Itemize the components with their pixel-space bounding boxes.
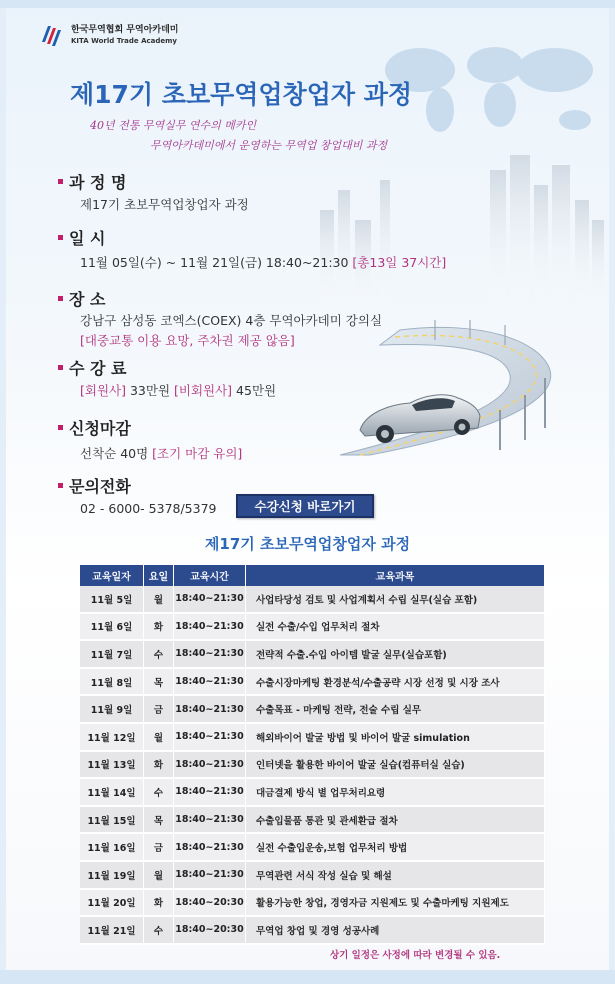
schedule-table [80, 565, 545, 945]
bullet-icon [58, 483, 63, 488]
cell-time: 18:40~21:30 [174, 669, 246, 697]
contact-label: 문의전화 [69, 477, 131, 496]
cell-date: 11월 5일 [80, 586, 144, 614]
venue-label: 장 소 [69, 290, 106, 309]
tagline-line-1: 40년 전통 무역실무 연수의 메카인 [90, 119, 257, 132]
cell-time: 18:40~21:30 [174, 696, 246, 724]
schedule-table-title: 제17기 초보무역업창업자 과정 [204, 535, 411, 553]
deadline-note: [조기 마감 유의] [152, 446, 243, 461]
cell-subject: 전략적 수출.수입 아이템 발굴 실무(실습포함) [246, 641, 545, 669]
apply-button[interactable]: 수강신청 바로가기 [236, 494, 374, 518]
tagline-line-2: 무역아카데미에서 운영하는 무역업 창업대비 과정 [150, 139, 388, 152]
cell-date: 11월 19일 [80, 862, 144, 890]
bullet-icon [58, 235, 63, 240]
cell-day: 월 [144, 862, 174, 890]
cell-subject: 수출입물품 통관 및 관세환급 절차 [246, 807, 545, 835]
cell-date: 11월 20일 [80, 890, 144, 918]
schedule-dates: 11월 05일(수) ~ 11월 21일(금) 18:40~21:30 [80, 255, 353, 270]
table-row [80, 586, 545, 614]
table-row [80, 807, 545, 835]
course-name-label: 과 정 명 [69, 173, 127, 192]
highway-car-graphic [340, 260, 590, 460]
col-header-time: 교육시간 [174, 565, 246, 586]
deadline-value [80, 444, 242, 462]
bullet-icon [58, 179, 63, 184]
cell-time: 18:40~21:30 [174, 641, 246, 669]
cell-day: 화 [144, 752, 174, 780]
cell-time: 18:40~21:30 [174, 779, 246, 807]
col-header-subject: 교육과목 [246, 565, 545, 586]
nonmember-fee: 45만원 [232, 383, 277, 398]
table-header-row [80, 565, 545, 586]
col-header-day: 요일 [144, 565, 174, 586]
schedule-footnote: 상기 일정은 사정에 따라 변경될 수 있음. [330, 950, 501, 961]
cell-subject: 수출시장마케팅 환경분석/수출공략 시장 선정 및 시장 조사 [246, 669, 545, 697]
cell-time: 18:40~21:30 [174, 862, 246, 890]
cell-time: 18:40~21:30 [174, 752, 246, 780]
table-row [80, 917, 545, 945]
schedule-label: 일 시 [69, 229, 106, 248]
nonmember-tag: [비회원사] [174, 383, 233, 398]
bullet-icon [58, 296, 63, 301]
cell-time: 18:40~21:30 [174, 586, 246, 614]
member-tag: [회원사] [80, 383, 126, 398]
table-row [80, 890, 545, 918]
cell-time: 18:40~21:30 [174, 614, 246, 642]
table-row [80, 724, 545, 752]
bullet-icon [58, 425, 63, 430]
cell-subject: 대금결제 방식 별 업무처리요령 [246, 779, 545, 807]
cell-time: 18:40~20:30 [174, 917, 246, 945]
bullet-icon [58, 365, 63, 370]
cell-time: 18:40~20:30 [174, 890, 246, 918]
cell-subject: 해외바이어 발굴 방법 및 바이어 발굴 simulation [246, 724, 545, 752]
bottom-border [0, 970, 615, 984]
cell-date: 11월 7일 [80, 641, 144, 669]
fee-value [80, 381, 276, 399]
cell-date: 11월 9일 [80, 696, 144, 724]
table-row [80, 641, 545, 669]
deadline-label: 신청마감 [69, 419, 131, 438]
schedule-value [80, 253, 446, 271]
cell-subject: 수출목표 - 마케팅 전략, 전술 수립 실무 [246, 696, 545, 724]
kita-logo[interactable] [40, 22, 178, 48]
course-name-heading [58, 170, 127, 193]
cell-time: 18:40~21:30 [174, 724, 246, 752]
cell-day: 수 [144, 641, 174, 669]
cell-day: 금 [144, 696, 174, 724]
cell-date: 11월 14일 [80, 779, 144, 807]
course-name-value: 제17기 초보무역업창업자 과정 [80, 197, 249, 212]
member-fee: 33만원 [125, 383, 174, 398]
cell-subject: 인터넷을 활용한 바이어 발굴 실습(컴퓨터실 실습) [246, 752, 545, 780]
cell-subject: 활용가능한 창업, 경영자금 지원제도 및 수출마케팅 지원제도 [246, 890, 545, 918]
venue-note: [대중교통 이용 요망, 주차권 제공 않음] [80, 333, 295, 348]
cell-day: 수 [144, 779, 174, 807]
logo-name-en: KITA World Trade Academy [71, 36, 177, 45]
world-map-graphic [380, 30, 600, 140]
table-row [80, 834, 545, 862]
cell-subject: 실전 수출입운송,보험 업무처리 방법 [246, 834, 545, 862]
cell-subject: 무역업 창업 및 경영 성공사례 [246, 917, 545, 945]
cell-day: 월 [144, 586, 174, 614]
cell-day: 목 [144, 807, 174, 835]
cell-day: 금 [144, 834, 174, 862]
cell-date: 11월 15일 [80, 807, 144, 835]
venue-heading [58, 287, 105, 310]
kita-logo-icon [40, 22, 66, 48]
table-row [80, 696, 545, 724]
schedule-heading [58, 226, 105, 249]
cell-date: 11월 6일 [80, 614, 144, 642]
cell-date: 11월 12일 [80, 724, 144, 752]
cell-day: 수 [144, 917, 174, 945]
table-row [80, 779, 545, 807]
cell-date: 11월 16일 [80, 834, 144, 862]
cell-subject: 사업타당성 검토 및 사업계획서 수립 실무(실습 포함) [246, 586, 545, 614]
cell-date: 11월 13일 [80, 752, 144, 780]
table-row [80, 862, 545, 890]
cell-day: 목 [144, 669, 174, 697]
cell-subject: 무역관련 서식 작성 실습 및 해설 [246, 862, 545, 890]
fee-label: 수 강 료 [69, 359, 127, 378]
table-row [80, 614, 545, 642]
cell-subject: 실전 수출/수입 업무처리 절차 [246, 614, 545, 642]
page-title: 제17기 초보무역업창업자 과정 [70, 80, 412, 109]
table-row [80, 669, 545, 697]
deadline-capacity: 선착순 40명 [80, 446, 153, 461]
contact-phone: 02 - 6000- 5378/5379 [80, 501, 217, 516]
cell-time: 18:40~21:30 [174, 807, 246, 835]
schedule-total-hours: [총13일 37시간] [352, 255, 447, 270]
logo-name-ko: 한국무역협회 무역아카데미 [71, 24, 179, 35]
contact-heading [58, 474, 131, 497]
cell-time: 18:40~21:30 [174, 834, 246, 862]
deadline-heading [58, 416, 131, 439]
cell-date: 11월 8일 [80, 669, 144, 697]
cell-day: 월 [144, 724, 174, 752]
fee-heading [58, 356, 127, 379]
cell-day: 화 [144, 890, 174, 918]
table-row [80, 752, 545, 780]
venue-value: 강남구 삼성동 코엑스(COEX) 4층 무역아카데미 강의실 [80, 313, 383, 328]
cell-day: 화 [144, 614, 174, 642]
col-header-date: 교육일자 [80, 565, 144, 586]
cell-date: 11월 21일 [80, 917, 144, 945]
top-border [0, 0, 615, 8]
